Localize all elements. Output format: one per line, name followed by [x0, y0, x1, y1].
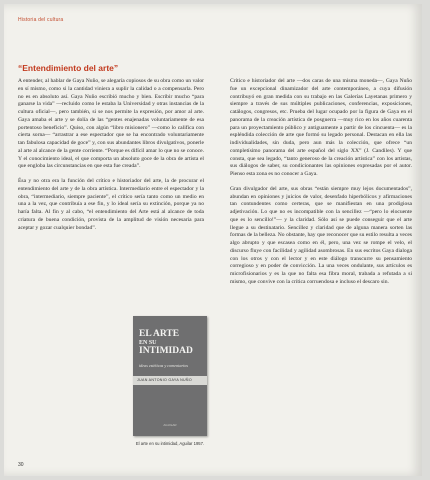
book-cover-figure — [125, 316, 213, 446]
paragraph: Gran divulgador del arte, sus obras “están siempre muy lejos documentados”, abundan en opiniones y juicios de valor, desenfado hiperbólicos y afirmaciones tan contundentes como certeras, que se manifiestan en una prodigiosa adjetivación. Lo que no es incompatible con la sencillez —“pero lo elocuente que es lo sencillo!”— y la claridad. Sólo así se puede conseguir que el arte llegue a su destinatario. Sencillez y claridad que de alguna manera sorten las formas de la belleza. No obstante, hay que reconocer que su estilo resulta a veces algo abrupto y que escasea como en él, pero, una vez se rompe el velo, el discurso fluye con facilidad y agilidad asombrosas. En sus escritos Gaya dialoga con los otros y con el lector y en este diálogo transcurre su pensamiento corregioso y en poder de convicción. La una veces ondulante, sus artículos es microfisionarios y es la que no falta esa fibra moral, trabada a refutada a si mismo, que convive con la crítica corruendosa e incluso el descaro sin. — [230, 185, 412, 285]
book-page — [4, 4, 422, 476]
right-column — [230, 78, 412, 294]
paragraph: Crítico e historiador del arte —dos caras de una misma moneda—, Gaya Nuño fue un excepcional dinamizador del arte contemporáneo, a cuya difusión contribuyó en gran medida con su trabajo en las Galerías Layetanas primero y siempre a través de sus múltiples publicaciones, conferencias, exposiciones, catálogos, congresos, etc. Prueba del lugar ocupado por la figura de Gaya en el panorama de la creación artística de posguerra —muy rico en los años cuarenta para un proyectamiento público y antiguamente a partir de los cincuenta— es la espléndida colección de arte que formó su legado personal. Destacan en ella las individualidades, sin duda, pero aun más la colección, que ofrece “un completísimo panorama del arte español del siglo XX” (J. Candiles). Y que consta, que sea legado, “tanto generoso de la creación artística” con los artistas, sus diálogos de saber, su condicionantes las opiniones expresadas por el autor. Pienso esta zona es no conocer a Gaya. — [230, 78, 412, 177]
section-title: “Entendimiento del arte” — [18, 63, 119, 73]
book-cover-title — [139, 330, 203, 356]
book-cover-subtitle: ideas estéticas y comentarios — [139, 363, 188, 368]
book-cover-image — [133, 316, 207, 436]
paragraph: Ésa y no otra era la función del crítico e historiador del arte, la de procurar el entendimiento del arte y de la obra artística. Intermediario entre el espectador y la obra, “intermediario, siempre paciente”, el crítico sería tanto como un medio en una a la vez, que contribuía a ese fin, y lo ideal sería su extinción, porque ya no haría falta. Al fin y al cabo, “el entendimiento del Arte está al alcance de toda criatura de buena condición, provista de la amplitud de visión necesaria para aceptar y gozar cualquier bondad”. — [18, 178, 204, 231]
book-cover-publisher: AGUILAR — [163, 423, 177, 427]
book-cover-author: JUAN ANTONIO GAYA NUÑO — [137, 378, 192, 382]
page-number: 30 — [18, 462, 24, 468]
paragraph: A entender, al hablar de Gaya Nuño, se alegaría copiosos de su obra como un valor en sí mismo, como si la cantidad viniera a suplir la calidad o a compensarla. Pero no es en absoluto así. Gaya Nuño escribió mucho y bien. Escribir mucho “para ganarse la vida” —recluido como le estaba la Universidad y otras instancias de la cultura oficial—, pero también, si se nos permite la expresión, por amor al arte. Gaya amaba el arte y se dolía de las “gentes enajenadas voluntariamente de esa portentoso beneficio”. Quiso, con algún “libro misionero” —como lo califica con cierta sorna— “arrastrar a ese espectador que se ha encontrado voluntariamente tan fabulosa capacidad de goce” y, con sus abundantes libros divulgativos, ponerle al arte al alcance de la gente corriente. “Porque es difícil amar lo que no se conoce. Y el conocimiento ideal, el que comporta un absoluto goce de la obra de artista el que engloba las circunstancias en que esta fue creada”. — [18, 78, 204, 170]
running-head: Historia del cultura — [18, 17, 64, 23]
left-column — [18, 78, 204, 239]
figure-caption: El arte en su intimidad, Aguilar 1957. — [135, 441, 205, 446]
book-title-line: EN SU — [139, 340, 157, 346]
book-title-line: INTIMIDAD — [139, 346, 193, 356]
book-title-line: EL ARTE — [139, 329, 180, 339]
